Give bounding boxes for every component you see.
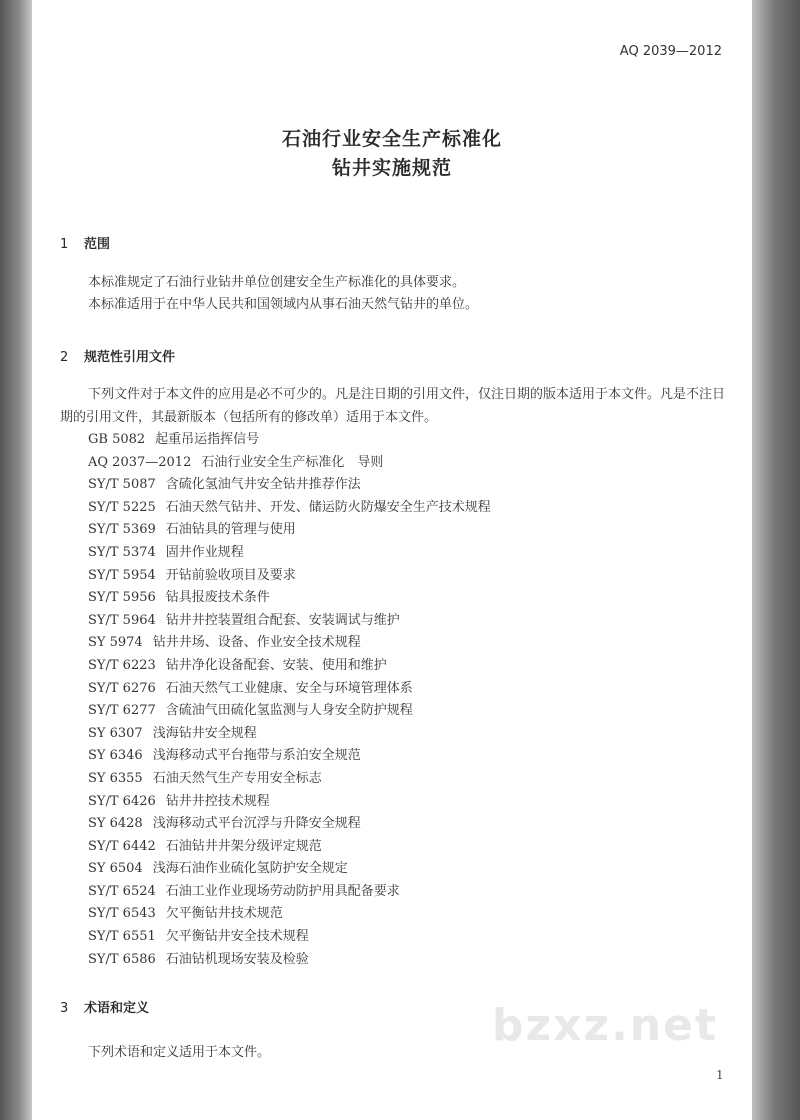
reference-code: SY 6428 bbox=[88, 816, 143, 832]
reference-item bbox=[88, 474, 491, 497]
reference-item bbox=[88, 813, 491, 836]
reference-title: 固井作业规程 bbox=[165, 544, 244, 560]
reference-item bbox=[88, 587, 491, 610]
reference-code: SY/T 5964 bbox=[88, 612, 156, 628]
right-scan-margin bbox=[752, 0, 800, 1120]
section-1-paragraph-1: 本标准规定了石油行业钻井单位创建安全生产标准化的具体要求。 bbox=[88, 275, 466, 290]
watermark: bzxz.net bbox=[492, 1000, 719, 1051]
reference-code: SY 6346 bbox=[88, 748, 143, 764]
reference-item bbox=[88, 881, 491, 904]
reference-item bbox=[88, 745, 491, 768]
reference-item bbox=[88, 610, 491, 633]
reference-code: SY/T 5369 bbox=[88, 522, 156, 538]
reference-code: SY/T 6276 bbox=[88, 680, 156, 696]
reference-title: 石油天然气钻井、开发、储运防火防爆安全生产技术规程 bbox=[165, 499, 491, 515]
reference-title: 石油天然气生产专用安全标志 bbox=[152, 770, 322, 786]
reference-item bbox=[88, 542, 491, 565]
reference-code: SY/T 6551 bbox=[88, 929, 156, 945]
reference-code: SY/T 6426 bbox=[88, 793, 156, 809]
section-2-intro: 下列文件对于本文件的应用是必不可少的。凡是注日期的引用文件，仅注日期的版本适用于本文件。凡是不注日期的引用文件，其最新版本（包括所有的修改单）适用于本文件。 bbox=[60, 387, 726, 425]
reference-code: SY/T 5956 bbox=[88, 590, 156, 606]
reference-item bbox=[88, 858, 491, 881]
reference-code: SY 5974 bbox=[88, 635, 143, 651]
left-scan-margin bbox=[0, 0, 32, 1120]
reference-title: 浅海石油作业硫化氢防护安全规定 bbox=[152, 861, 348, 877]
section-1-heading bbox=[60, 233, 110, 252]
reference-title: 欠平衡钻井安全技术规程 bbox=[165, 929, 309, 945]
section-number: 2 bbox=[60, 350, 69, 365]
document-code: AQ 2039—2012 bbox=[619, 44, 722, 59]
reference-title: 钻井井控装置组合配套、安装调试与维护 bbox=[165, 612, 400, 628]
reference-code: SY/T 5954 bbox=[88, 567, 156, 583]
reference-item bbox=[88, 632, 491, 655]
reference-title: 起重吊运指挥信号 bbox=[155, 432, 260, 447]
section-number: 1 bbox=[60, 237, 69, 252]
reference-code: SY/T 6586 bbox=[88, 951, 156, 967]
reference-title: 钻具报废技术条件 bbox=[165, 590, 270, 606]
reference-title: 欠平衡钻井技术规范 bbox=[165, 906, 283, 922]
reference-code: SY/T 6277 bbox=[88, 703, 156, 719]
section-title: 术语和定义 bbox=[84, 1001, 150, 1016]
reference-code: SY 6307 bbox=[88, 725, 143, 741]
reference-code: SY/T 6543 bbox=[88, 906, 156, 922]
reference-code: SY 6504 bbox=[88, 861, 143, 877]
reference-code: SY 6355 bbox=[88, 770, 143, 786]
reference-title: 石油工业作业现场劳动防护用具配备要求 bbox=[165, 883, 400, 899]
reference-item bbox=[88, 768, 491, 791]
reference-title: 石油钻具的管理与使用 bbox=[165, 522, 296, 538]
document-title-line2: 钻井实施规范 bbox=[331, 157, 452, 179]
reference-item bbox=[88, 723, 491, 746]
reference-title: 钻井净化设备配套、安装、使用和维护 bbox=[165, 657, 387, 673]
reference-title: 石油钻井井架分级评定规范 bbox=[165, 838, 322, 854]
section-3-heading bbox=[60, 997, 149, 1016]
reference-item bbox=[88, 565, 491, 588]
reference-title: 浅海移动式平台沉浮与升降安全规程 bbox=[152, 816, 361, 832]
reference-code: SY/T 5087 bbox=[88, 477, 156, 493]
reference-code: SY/T 5374 bbox=[88, 544, 156, 560]
reference-item bbox=[88, 429, 491, 452]
reference-list bbox=[88, 429, 491, 971]
reference-item bbox=[88, 836, 491, 859]
reference-title: 含硫油气田硫化氢监测与人身安全防护规程 bbox=[165, 703, 413, 719]
reference-item bbox=[88, 519, 491, 542]
reference-item bbox=[88, 903, 491, 926]
reference-title: 钻井井控技术规程 bbox=[165, 793, 270, 809]
reference-item bbox=[88, 926, 491, 949]
reference-item bbox=[88, 791, 491, 814]
reference-title: 含硫化氢油气井安全钻井推荐作法 bbox=[165, 477, 361, 493]
reference-code: SY/T 6223 bbox=[88, 657, 156, 673]
section-2-heading bbox=[60, 346, 175, 365]
section-title: 范围 bbox=[84, 237, 111, 252]
reference-code: GB 5082 bbox=[88, 432, 146, 447]
reference-code: SY/T 5225 bbox=[88, 499, 156, 515]
reference-code: SY/T 6442 bbox=[88, 838, 156, 854]
reference-item bbox=[88, 655, 491, 678]
reference-code: SY/T 6524 bbox=[88, 883, 156, 899]
section-title: 规范性引用文件 bbox=[84, 350, 176, 365]
reference-item bbox=[88, 700, 491, 723]
reference-code: AQ 2037—2012 bbox=[88, 454, 192, 470]
reference-title: 开钻前验收项目及要求 bbox=[165, 567, 296, 583]
reference-item bbox=[88, 949, 491, 972]
reference-item bbox=[88, 452, 491, 475]
section-number: 3 bbox=[60, 1001, 69, 1016]
reference-title: 石油天然气工业健康、安全与环境管理体系 bbox=[165, 680, 413, 696]
reference-title: 钻井井场、设备、作业安全技术规程 bbox=[152, 635, 361, 651]
reference-title: 浅海钻井安全规程 bbox=[152, 725, 257, 741]
reference-item bbox=[88, 497, 491, 520]
reference-item bbox=[88, 678, 491, 701]
document-page bbox=[32, 0, 752, 1120]
section-1-paragraph-2: 本标准适用于在中华人民共和国领域内从事石油天然气钻井的单位。 bbox=[88, 297, 479, 312]
reference-title: 石油行业安全生产标准化 导则 bbox=[201, 454, 384, 470]
page-number: 1 bbox=[716, 1068, 724, 1082]
document-title-line1: 石油行业安全生产标准化 bbox=[281, 128, 502, 150]
section-3-paragraph: 下列术语和定义适用于本文件。 bbox=[88, 1045, 271, 1060]
reference-title: 石油钻机现场安装及检验 bbox=[165, 951, 309, 967]
reference-title: 浅海移动式平台拖带与系泊安全规范 bbox=[152, 748, 361, 764]
